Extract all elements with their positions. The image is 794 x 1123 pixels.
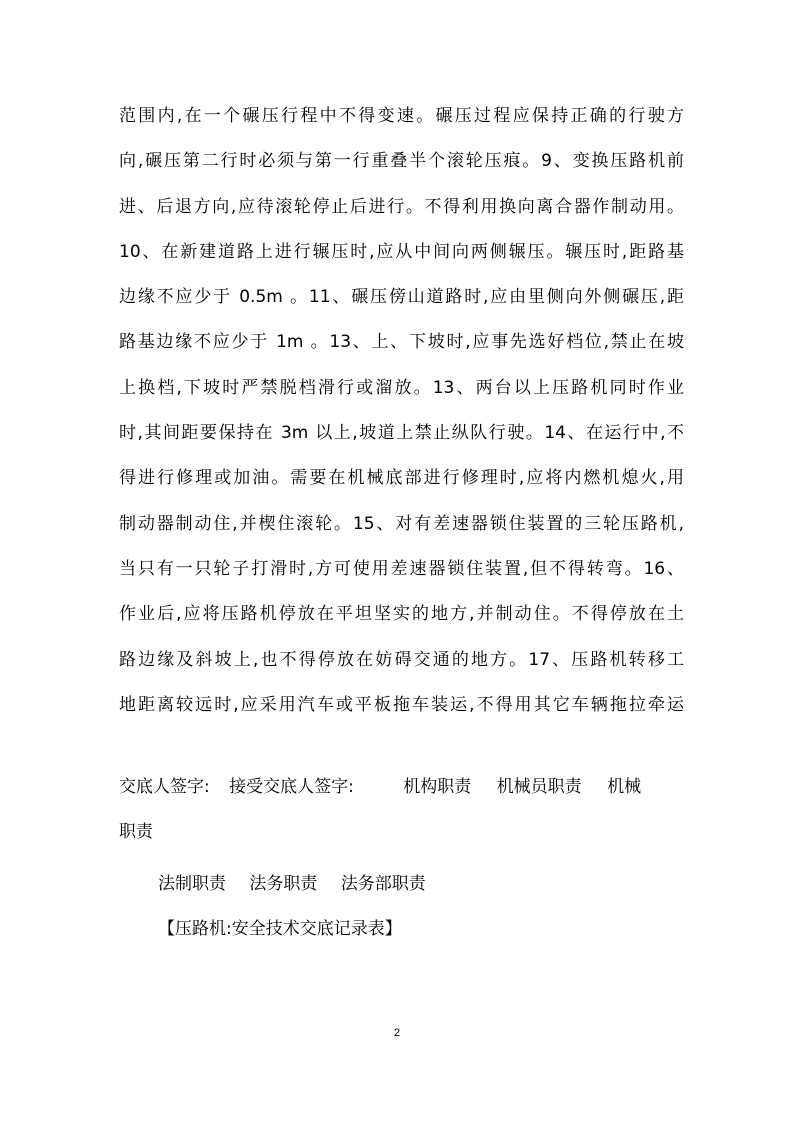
body-line: 路基边缘不应少于 1m 。13、上、下坡时,应事先选好档位,禁止在坡 (119, 332, 684, 353)
link-legal-affairs-duty[interactable]: 法务职责 (249, 874, 318, 894)
body-line: 当只有一只轮子打滑时,方可使用差速器锁住装置,但不得转弯。16、 (119, 558, 684, 579)
body-line: 路边缘及斜坡上,也不得停放在妨碍交通的地方。17、压路机转移工 (119, 649, 684, 670)
link-institution-duty[interactable]: 机构职责 (403, 777, 472, 797)
body-line: 作业后,应将压路机停放在平坦坚实的地方,并制动住。不得停放在土 (119, 604, 684, 625)
body-line: 时,其间距要保持在 3m 以上,坡道上禁止纵队行驶。14、在运行中,不 (119, 423, 684, 444)
duty-continuation[interactable]: 职责 (119, 822, 153, 842)
body-line: 地距离较远时,应采用汽车或平板拖车装运,不得用其它车辆拖拉牵运 (119, 694, 684, 715)
link-legal-dept-duty[interactable]: 法务部职责 (340, 874, 426, 894)
body-paragraph (119, 94, 684, 728)
body-line: 向,碾压第二行时必须与第一行重叠半个滚轮压痕。9、变换压路机前 (119, 151, 684, 172)
giver-signature-label: 交底人签字: (119, 777, 210, 797)
page-number: 2 (393, 1027, 401, 1039)
receiver-signature-label: 接受交底人签字: (229, 777, 354, 797)
body-line: 上换档,下坡时严禁脱档滑行或溜放。13、两台以上压路机同时作业 (119, 377, 684, 398)
link-machinery[interactable]: 机械 (607, 777, 642, 797)
body-line: 范围内,在一个碾压行程中不得变速。碾压过程应保持正确的行驶方 (119, 106, 684, 126)
body-line: 进、后退方向,应待滚轮停止后进行。不得利用换向离合器作制动用。 (119, 196, 684, 217)
body-line: 边缘不应少于 0.5m 。11、碾压傍山道路时,应由里侧向外侧碾压,距 (119, 287, 684, 308)
body-line: 得进行修理或加油。需要在机械底部进行修理时,应将内燃机熄火,用 (119, 468, 684, 489)
body-line: 10、在新建道路上进行辗压时,应从中间向两侧辗压。辗压时,距路基 (119, 241, 684, 262)
link-legal-duty[interactable]: 法制职责 (158, 874, 226, 894)
signature-line (119, 770, 684, 804)
law-links (158, 867, 444, 901)
body-line: 制动器制动住,并楔住滚轮。15、对有差速器锁住装置的三轮压路机, (119, 513, 684, 534)
link-mechanic-duty[interactable]: 机械员职责 (496, 777, 582, 797)
record-title-link[interactable]: 【压路机:安全技术交底记录表】 (158, 919, 402, 939)
